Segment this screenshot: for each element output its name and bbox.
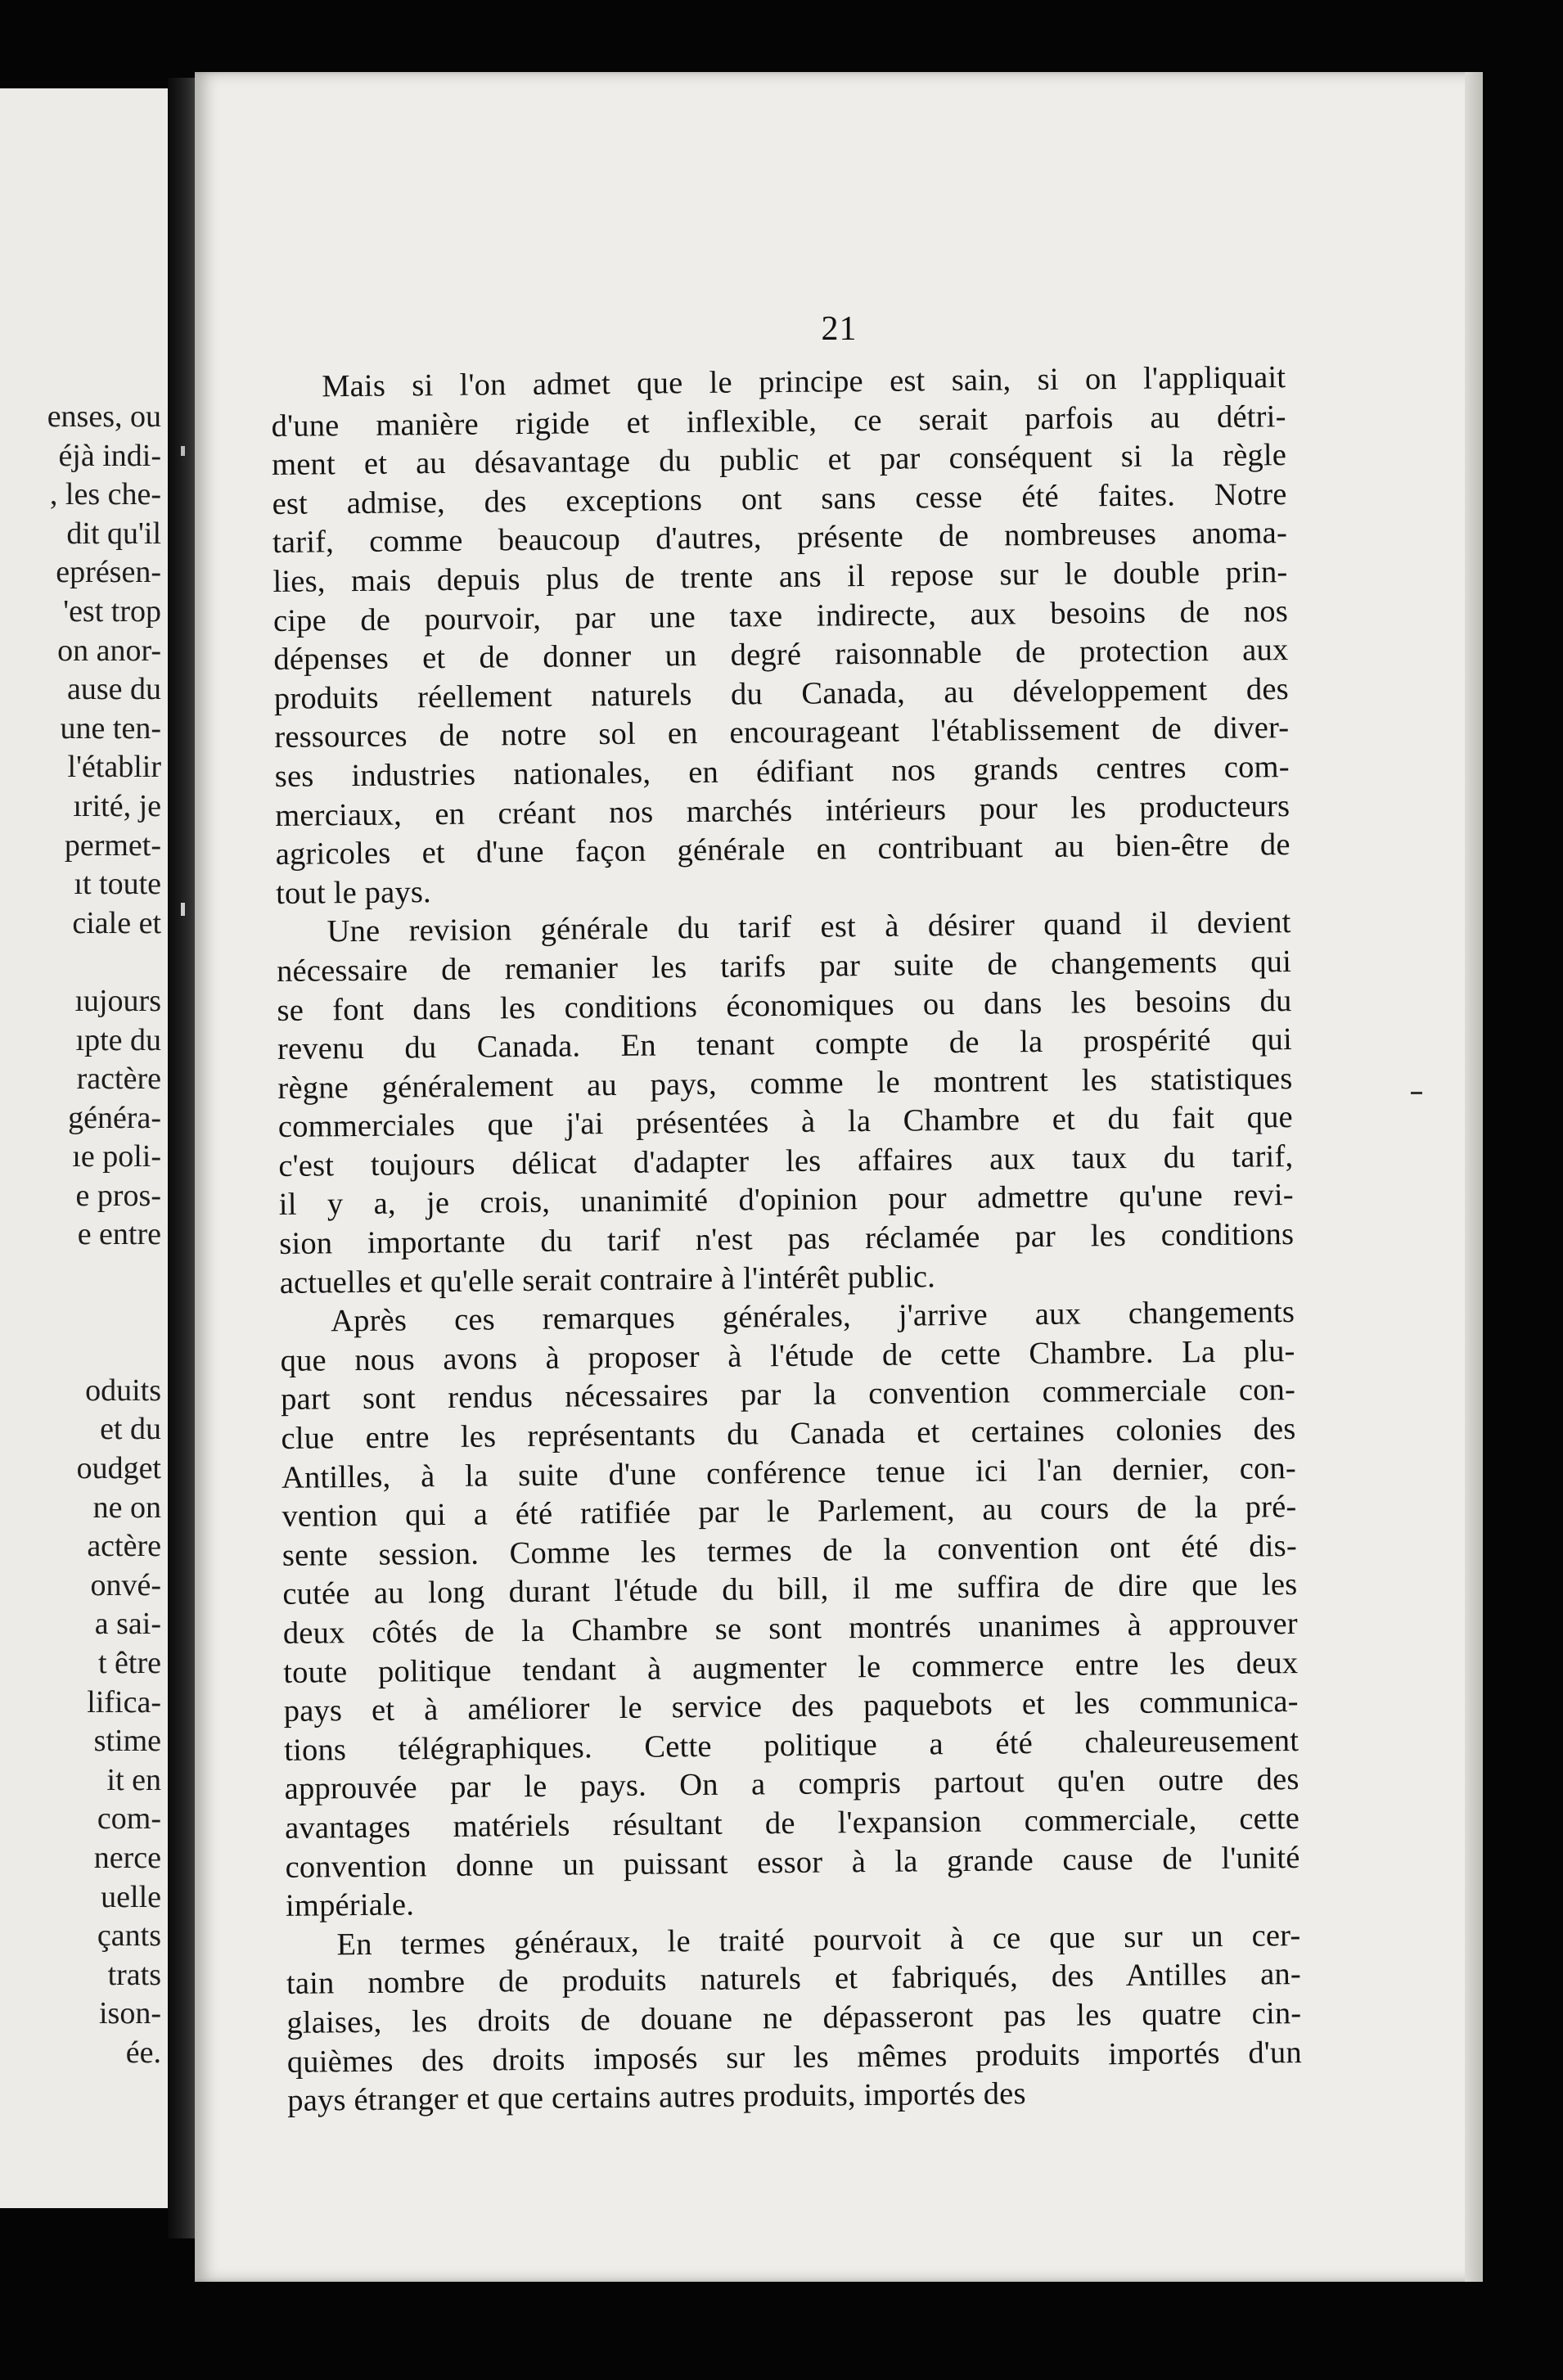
text-line: lies, mais depuis plus de trente ans il repose sur le double prin- — [273, 555, 1288, 599]
left-page-line: ıujours — [74, 983, 161, 1018]
text-line: sion importante du tarif n'est pas réclamée par les conditions — [279, 1217, 1295, 1262]
text-line: agricoles et d'une façon générale en contribuant au bien-être de — [275, 827, 1290, 872]
paragraph — [280, 1293, 1300, 1926]
left-page-line — [0, 1332, 161, 1372]
left-page — [0, 88, 168, 2208]
text-line: clue entre les représentants du Canada et certaines colonies des — [281, 1412, 1296, 1456]
left-page-line: ıe poli- — [72, 1139, 161, 1174]
text-line: cutée au long durant l'étude du bill, il me suffira de dire que les — [282, 1567, 1298, 1612]
text-line: produits réellement naturels du Canada, au développement des — [273, 671, 1290, 716]
left-page-line: , les che- — [49, 477, 161, 512]
text-line: ses industries nationales, en édifiant nos grands centres com- — [274, 750, 1290, 794]
left-page-line — [0, 1255, 161, 1294]
left-page-line: ıpte du — [75, 1022, 161, 1057]
text-line: sente session. Comme les termes de la convention ont été dis- — [282, 1528, 1298, 1573]
paragraph — [276, 904, 1295, 1303]
left-page-line: oudget — [76, 1451, 161, 1486]
text-line: Une revision générale du tarif est à désirer quand il devient — [327, 905, 1291, 949]
left-page-line: it en — [106, 1762, 161, 1797]
right-page — [195, 72, 1481, 2282]
left-page-line: oduits — [85, 1373, 161, 1408]
paragraph — [286, 1917, 1302, 2121]
gutter-mark — [181, 903, 185, 916]
left-page-line: com- — [97, 1801, 161, 1837]
text-line: tions télégraphiques. Cette politique a été chaleureusement — [284, 1723, 1299, 1768]
text-line: se font dans les conditions économiques ou dans les besoins du — [277, 983, 1292, 1028]
text-line: convention donne un puissant essor à la grande cause de l'unité — [285, 1840, 1300, 1885]
left-page-line: ison- — [99, 1996, 161, 2031]
text-line: cipe de pourvoir, par une taxe indirecte, aux besoins de nos — [273, 593, 1289, 638]
left-page-line: t être — [97, 1646, 161, 1680]
text-line: Mais si l'on admet que le principe est sain, si on l'appliquait — [322, 360, 1286, 404]
text-line: En termes généraux, le traité pourvoit à ce que sur un cer- — [336, 1918, 1301, 1963]
text-line: nécessaire de remanier les tarifs par suite de changements qui — [276, 944, 1292, 989]
text-line: approuvée par le pays. On a compris partout qu'en outre des — [284, 1762, 1299, 1807]
text-line: commerciales que j'ai présentées à la Chambre et du fait que — [277, 1100, 1294, 1145]
page-edge — [1465, 72, 1483, 2282]
text-line: deux côtés de la Chambre se sont montrés unanimes à approuver — [282, 1607, 1298, 1651]
text-line: règne généralement au pays, comme le montrent les statistiques — [277, 1061, 1293, 1106]
left-page-line — [0, 1294, 161, 1333]
text-line: que nous avons à proposer à l'étude de cette Chambre. La plu- — [280, 1333, 1295, 1378]
text-line: revenu du Canada. En tenant compte de la prospérité qui — [277, 1022, 1293, 1067]
left-page-line: a sai- — [94, 1607, 161, 1642]
left-page-line: uelle — [101, 1879, 161, 1914]
left-page-line: on anor- — [57, 633, 161, 668]
text-line: ment et au désavantage du public et par conséquent si la règle — [271, 438, 1287, 483]
left-page-line: ıt toute — [74, 867, 161, 902]
text-line: toute politique tendant à augmenter le commerce entre les deux — [283, 1645, 1299, 1690]
left-page-text — [0, 398, 161, 2073]
left-page-line: lifica- — [87, 1684, 161, 1720]
left-page-line — [0, 943, 161, 982]
text-line: merciaux, en créant nos marchés intérieurs pour les producteurs — [275, 788, 1290, 833]
left-page-line: permet- — [64, 827, 161, 863]
left-page-line: e pros- — [75, 1178, 161, 1213]
left-page-line: ne on — [92, 1490, 161, 1525]
text-line: vention qui a été ratifiée par le Parlement, au cours de la pré- — [282, 1490, 1297, 1535]
left-page-line: eprésen- — [56, 555, 161, 590]
text-line: Après ces remarques générales, j'arrive aux changements — [330, 1295, 1295, 1339]
page-body — [271, 358, 1303, 2121]
left-page-line: çants — [97, 1918, 161, 1954]
text-line: tarif, comme beaucoup d'autres, présente de nombreuses anoma- — [272, 516, 1288, 561]
text-line: pays et à améliorer le service des paquebots et les communica- — [283, 1684, 1299, 1729]
left-page-line: l'établir — [67, 750, 161, 785]
text-line: d'une manière rigide et inflexible, ce serait parfois au détri- — [271, 399, 1286, 444]
left-page-line: 'est trop — [63, 593, 161, 629]
paragraph — [271, 358, 1290, 913]
text-line: c'est toujours délicat d'adapter les affaires aux taux du tarif, — [278, 1138, 1294, 1183]
left-page-line: actère — [87, 1529, 161, 1564]
left-page-line: une ten- — [60, 710, 161, 746]
stray-mark — [1411, 1092, 1422, 1094]
text-line: Antilles, à la suite d'une conférence tenue ici l'an dernier, con- — [281, 1450, 1297, 1495]
left-page-line: et du — [100, 1412, 161, 1447]
text-line: tain nombre de produits naturels et fabriqués, des Antilles an- — [286, 1957, 1302, 2002]
left-page-line: généra- — [68, 1100, 161, 1135]
text-line: tout le pays. — [275, 874, 432, 911]
left-page-line: ırité, je — [73, 788, 161, 823]
text-line: avantages matériels résultant de l'expansion commerciale, cette — [284, 1801, 1300, 1846]
text-line: pays étranger et que certains autres produits, importés des — [287, 2076, 1026, 2119]
left-page-line: dit qu'il — [66, 516, 161, 551]
left-page-line: éjà indi- — [58, 438, 161, 473]
left-page-line: enses, ou — [47, 399, 161, 434]
text-line: part sont rendus nécessaires par la convention commerciale con- — [280, 1373, 1296, 1418]
left-page-line: ractère — [76, 1062, 161, 1097]
text-line: est admise, des exceptions ont sans cesse été faites. Notre — [272, 476, 1287, 521]
text-line: glaises, les droits de douane ne dépasseront pas les quatre cin- — [286, 1995, 1302, 2040]
text-line: ressources de notre sol en encourageant l'établissement de diver- — [274, 710, 1290, 755]
book-gutter — [168, 78, 197, 2238]
text-line: impériale. — [285, 1887, 415, 1924]
gutter-mark — [181, 446, 185, 456]
left-page-line: ciale et — [72, 905, 161, 940]
left-page-line: nerce — [93, 1840, 161, 1875]
text-line: dépenses et de donner un degré raisonnable de protection aux — [273, 633, 1289, 678]
left-page-line: stime — [93, 1724, 161, 1759]
text-line: actuelles et qu'elle serait contraire à l'intérêt public. — [279, 1259, 936, 1300]
page-number: 21 — [821, 310, 858, 348]
text-line: il y a, je crois, unanimité d'opinion pour admettre qu'une revi- — [278, 1178, 1294, 1223]
text-line: quièmes des droits imposés sur les mêmes produits importés d'un — [286, 2035, 1303, 2080]
left-page-line: onvé- — [90, 1567, 161, 1602]
left-page-line: ée. — [125, 2035, 161, 2070]
left-page-line: ause du — [66, 672, 161, 707]
left-page-line: e entre — [77, 1217, 161, 1252]
left-page-line: trats — [107, 1957, 161, 1992]
